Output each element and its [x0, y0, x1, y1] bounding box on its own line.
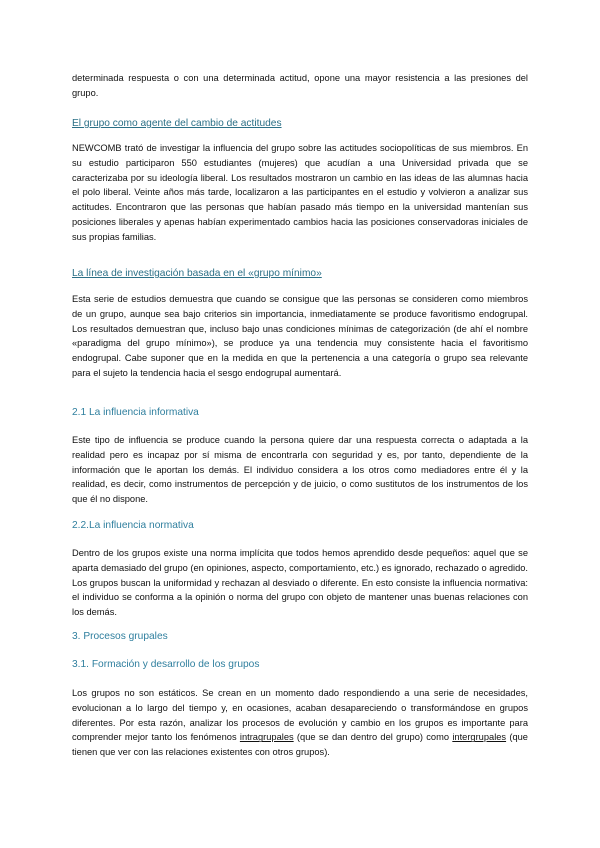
heading-cambio-actitudes: El grupo como agente del cambio de actitudes: [72, 118, 282, 129]
paragraph-grupo-minimo: Esta serie de estudios demuestra que cuando se consigue que las personas se consideren como miembros de un grupo, aunque sea bajo criterios sin importancia, inmediatamente se produce favoritismo endogrupal. Los resultados demuestran que, incluso bajo unas condiciones mínimas de categorización (de ahí el nombre «paradigma del grupo mínimo»), se produce ya una tendencia muy consistente hacia el favoritismo endogrupal. Cabe suponer que en la medida en que la pertenencia a una categoría o grupo sea relevante para el sujeto la tendencia hacia el sesgo endogrupal aumentará.: [72, 294, 528, 378]
paragraph-formacion-desarrollo: [72, 686, 528, 760]
heading-influencia-normativa: 2.2.La influencia normativa: [72, 520, 194, 531]
heading-grupo-minimo: La línea de investigación basada en el «grupo mínimo»: [72, 268, 322, 279]
heading-formacion-desarrollo: 3.1. Formación y desarrollo de los grupos: [72, 659, 260, 670]
paragraph-influencia-normativa: Dentro de los grupos existe una norma implícita que todos hemos aprendido desde pequeños: aquel que se aparta demasiado del grupo (en opiniones, aspecto, comportamiento, etc.) es ignorado, rechazado o agredido. Los grupos buscan la uniformidad y rechazan al desviado o diferente. En esto consiste la influencia normativa: el individuo se conforma a la opinión o norma del grupo con objeto de mantener unas buenas relaciones con los demás.: [72, 548, 528, 618]
paragraph-newcomb: NEWCOMB trató de investigar la influencia del grupo sobre las actitudes sociopolíticas de sus miembros. En su estudio participaron 550 estudiantes (mujeres) que acudían a una Universidad privada que se caracterizaba por su ideología liberal. Los resultados mostraron un cambio en las ideas de las alumnas hacia el polo liberal. Veinte años más tarde, localizaron a las participantes en el estudio y volvieron a analizar sus actitudes. Encontraron que las personas que habían pasado más tiempo en la universidad mantenían sus posiciones liberales y apenas habían experimentado cambios hacia las posiciones conservadoras iniciales de sus propias familias.: [72, 143, 528, 242]
paragraph-intro: determinada respuesta o con una determinada actitud, opone una mayor resistencia a las presiones del grupo.: [72, 73, 528, 98]
paragraph-text-part: (que tienen que ver con las relaciones existentes con otros grupos).: [72, 732, 528, 758]
paragraph-influencia-informativa: Este tipo de influencia se produce cuando la persona quiere dar una respuesta correcta o adaptada a la realidad pero es incapaz por sí misma de encontrarla con seguridad y es, por tanto, dependiente de la información que le aportan los demás. El individuo considera a los otros como mediadores entre él y la realidad, es decir, como instrumentos de percepción y de juicio, o como sustitutos de los instrumentos de los que él no dispone.: [72, 435, 528, 505]
term-intergrupales: intergrupales: [452, 732, 507, 743]
paragraph-text-part: Los grupos no son estáticos. Se crean en un momento dado respondiendo a una serie de necesidades, evolucionan a lo largo del tiempo y, en ocasiones, acaban desapareciendo o transformándose en grupos diferentes. Por esta razón, analizar los procesos de evolución y cambio en los grupos es importante para comprender mejor tanto los fenómenos: [72, 688, 528, 743]
term-intragrupales: intragrupales: [239, 732, 294, 743]
heading-procesos-grupales: 3. Procesos grupales: [72, 631, 168, 642]
paragraph-text-part: (que se dan dentro del grupo) como: [293, 732, 453, 743]
heading-influencia-informativa: 2.1 La influencia informativa: [72, 407, 199, 418]
